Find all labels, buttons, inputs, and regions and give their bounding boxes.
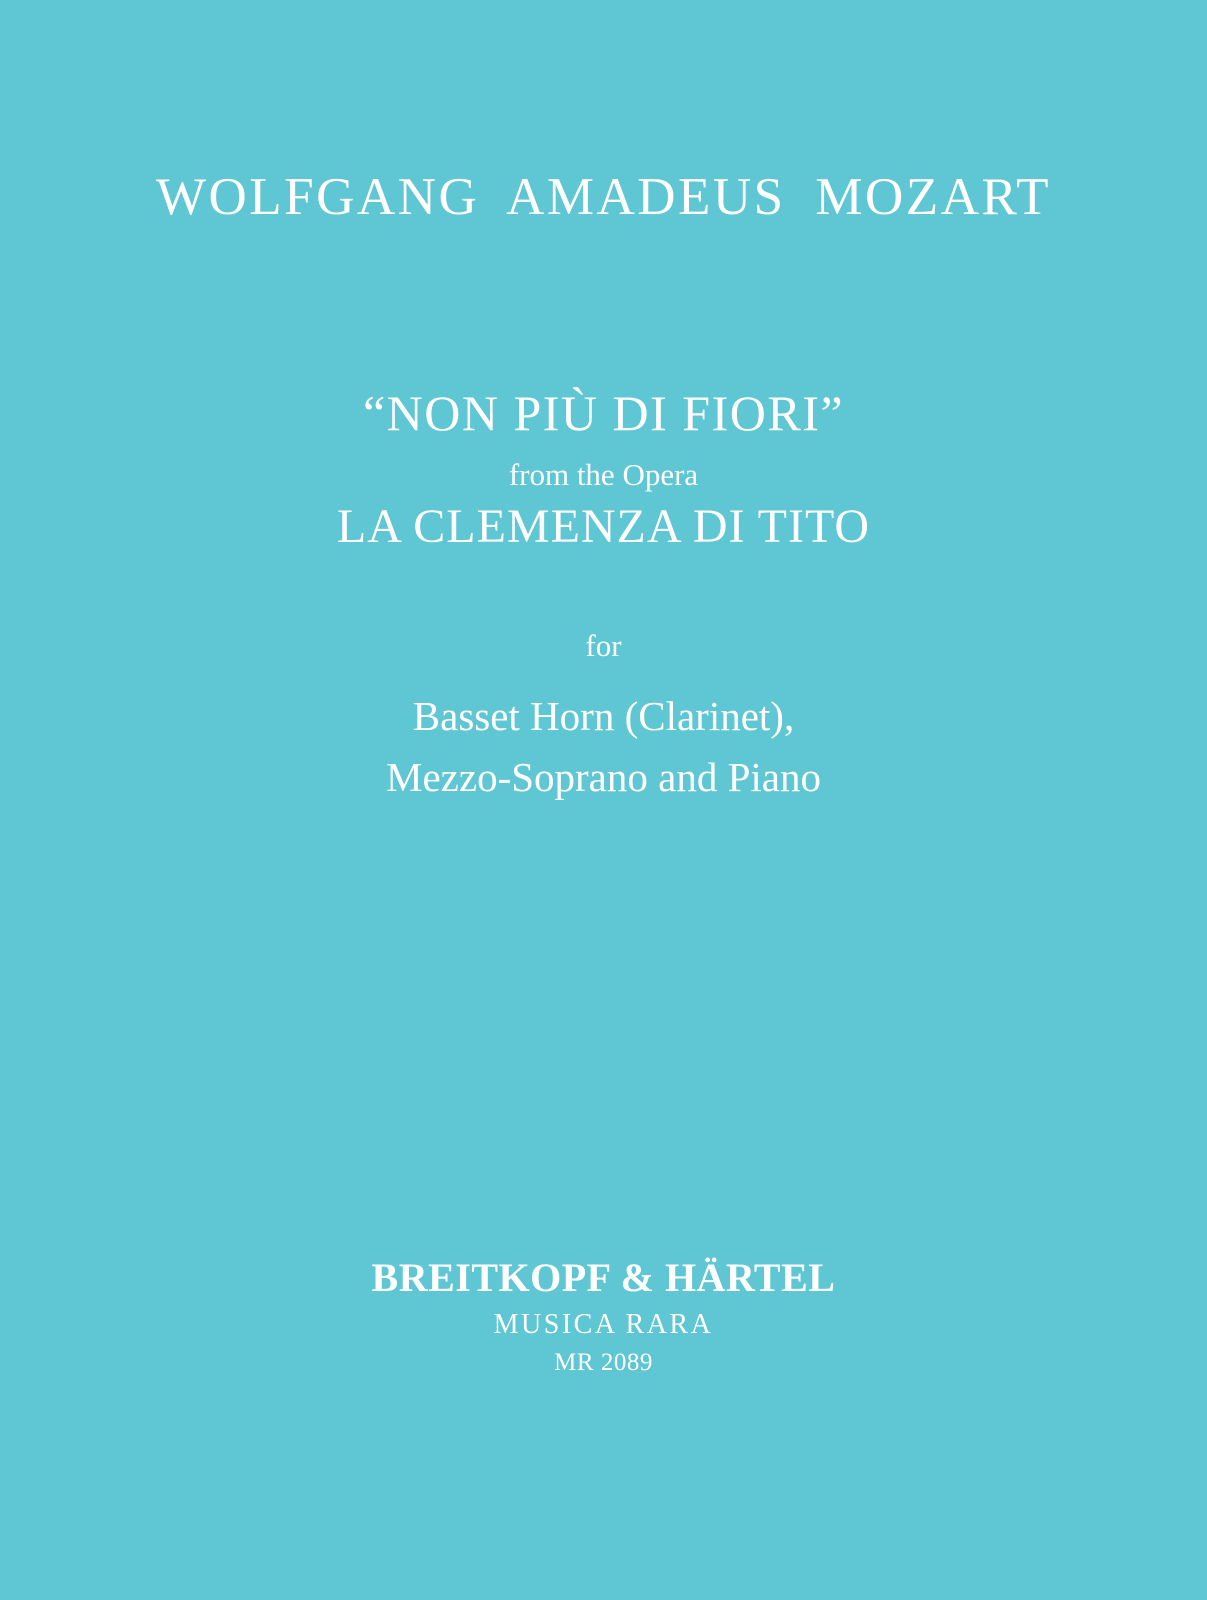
publisher-name: BREITKOPF & HÄRTEL (371, 1255, 836, 1300)
plate-number: MR 2089 (554, 1348, 653, 1376)
imprint-name: MUSICA RARA (493, 1308, 714, 1340)
instrumentation-line-2: Mezzo-Soprano and Piano (386, 753, 821, 800)
from-opera-label: from the Opera (508, 457, 699, 492)
instrumentation (0, 686, 1207, 807)
for-label: for (585, 628, 622, 663)
composer-name: WOLFGANG AMADEUS MOZART (156, 168, 1051, 226)
opera-title: LA CLEMENZA DI TITO (336, 499, 871, 553)
title-block (0, 385, 1207, 554)
instrumentation-line-1: Basset Horn (Clarinet), (412, 693, 795, 739)
publisher-block (0, 1256, 1207, 1378)
work-title: “NON PIÙ DI FIORI” (362, 385, 845, 441)
